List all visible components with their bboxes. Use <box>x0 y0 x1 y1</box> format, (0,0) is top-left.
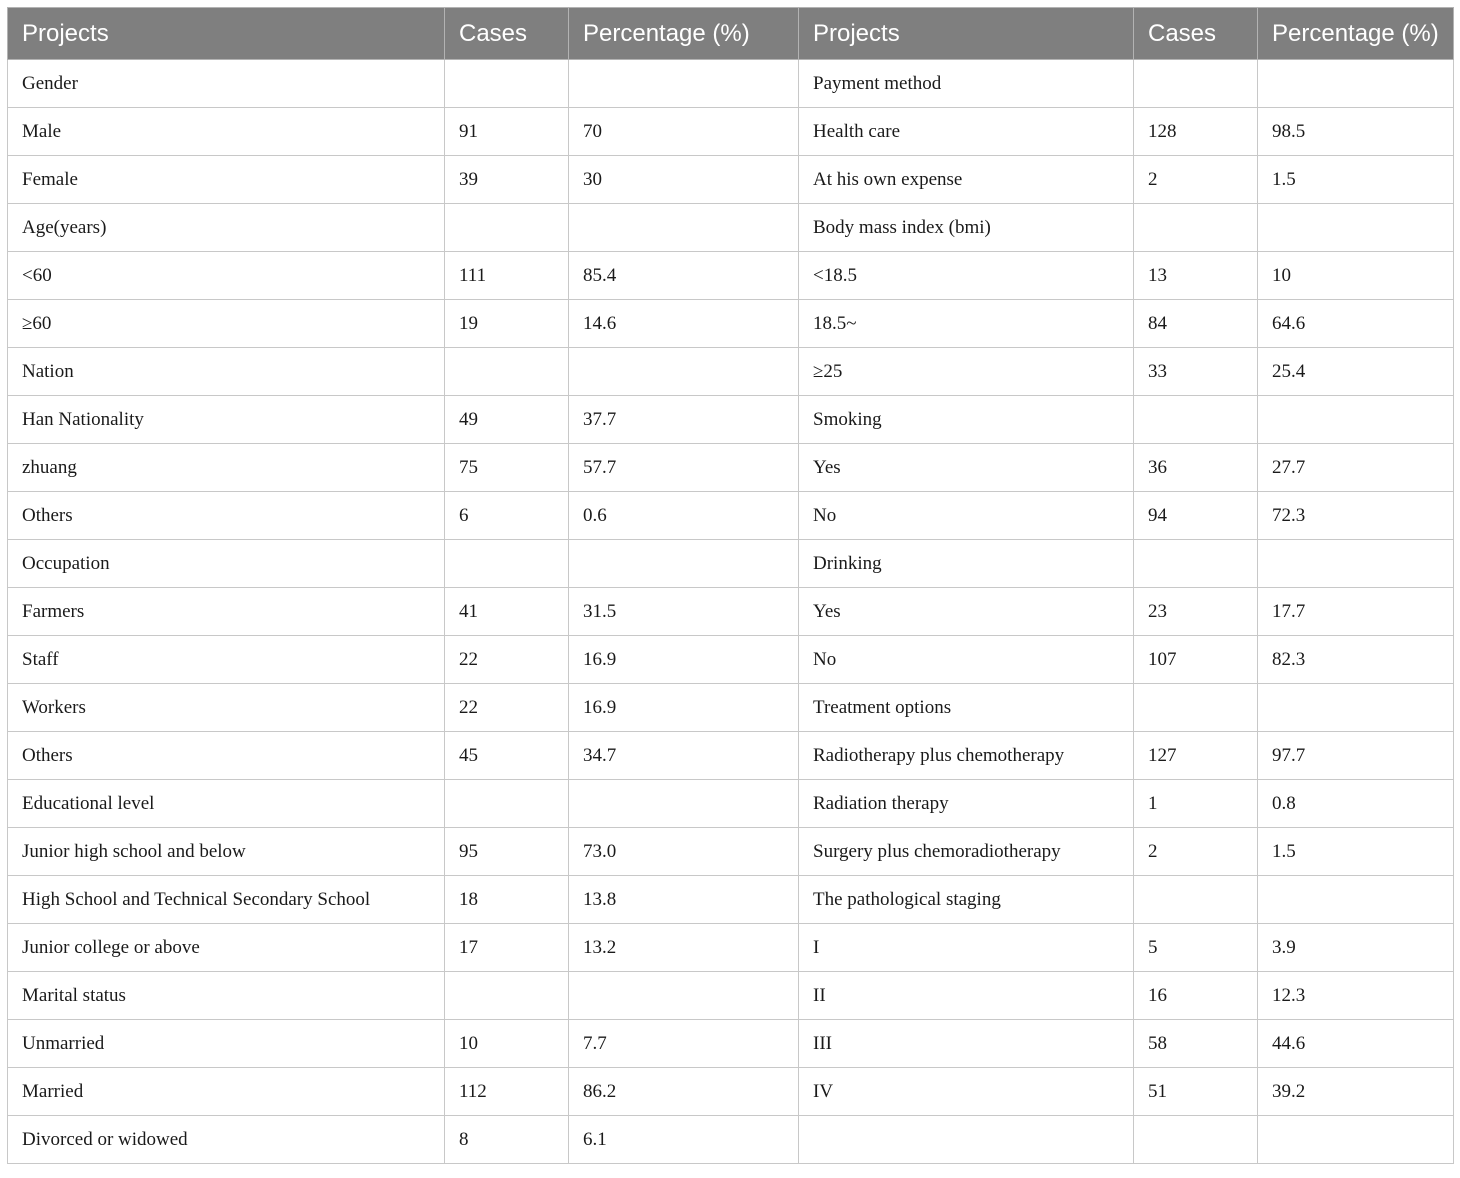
table-row <box>8 828 1454 876</box>
cell-cases-left: 95 <box>445 828 569 876</box>
cell-projects-right: Smoking <box>799 396 1134 444</box>
cell-cases-right: 16 <box>1134 972 1258 1020</box>
cell-cases-right: 107 <box>1134 636 1258 684</box>
cell-cases-right <box>1134 876 1258 924</box>
cell-percentage-left: 70 <box>569 108 799 156</box>
cell-projects-left: High School and Technical Secondary School <box>8 876 445 924</box>
table-row <box>8 924 1454 972</box>
cell-percentage-left: 16.9 <box>569 636 799 684</box>
table-row <box>8 396 1454 444</box>
table-row <box>8 156 1454 204</box>
cell-cases-left: 39 <box>445 156 569 204</box>
cell-cases-right: 1 <box>1134 780 1258 828</box>
table-row <box>8 684 1454 732</box>
table-row <box>8 540 1454 588</box>
cell-cases-left: 19 <box>445 300 569 348</box>
cell-projects-right: No <box>799 636 1134 684</box>
cell-projects-left: Divorced or widowed <box>8 1116 445 1164</box>
cell-cases-left <box>445 540 569 588</box>
cell-percentage-left: 73.0 <box>569 828 799 876</box>
cell-cases-right: 127 <box>1134 732 1258 780</box>
table-row <box>8 444 1454 492</box>
header-cases-right: Cases <box>1134 8 1258 60</box>
cell-percentage-right <box>1258 204 1454 252</box>
cell-percentage-left: 34.7 <box>569 732 799 780</box>
header-projects-right: Projects <box>799 8 1134 60</box>
cell-cases-right: 84 <box>1134 300 1258 348</box>
cell-percentage-right <box>1258 876 1454 924</box>
table-row <box>8 300 1454 348</box>
cell-percentage-right <box>1258 396 1454 444</box>
cell-percentage-right: 1.5 <box>1258 156 1454 204</box>
cell-percentage-right: 82.3 <box>1258 636 1454 684</box>
cell-projects-left: Farmers <box>8 588 445 636</box>
cell-percentage-right: 39.2 <box>1258 1068 1454 1116</box>
table-row <box>8 780 1454 828</box>
cell-percentage-left: 16.9 <box>569 684 799 732</box>
cell-percentage-left: 37.7 <box>569 396 799 444</box>
cell-projects-right: Radiotherapy plus chemotherapy <box>799 732 1134 780</box>
table-row <box>8 60 1454 108</box>
cell-projects-left: Workers <box>8 684 445 732</box>
cell-projects-left: Others <box>8 732 445 780</box>
cell-percentage-right: 64.6 <box>1258 300 1454 348</box>
cell-percentage-left: 57.7 <box>569 444 799 492</box>
cell-cases-right: 13 <box>1134 252 1258 300</box>
cell-projects-right: Yes <box>799 444 1134 492</box>
cell-projects-left: Junior college or above <box>8 924 445 972</box>
cell-cases-right: 2 <box>1134 156 1258 204</box>
cell-projects-left: Gender <box>8 60 445 108</box>
cell-percentage-left <box>569 60 799 108</box>
cell-percentage-right <box>1258 60 1454 108</box>
cell-cases-left: 8 <box>445 1116 569 1164</box>
cell-percentage-left: 7.7 <box>569 1020 799 1068</box>
cell-percentage-left: 85.4 <box>569 252 799 300</box>
header-projects-left: Projects <box>8 8 445 60</box>
cell-cases-left: 6 <box>445 492 569 540</box>
cell-projects-right: Payment method <box>799 60 1134 108</box>
table-row <box>8 1116 1454 1164</box>
cell-projects-right: No <box>799 492 1134 540</box>
cell-cases-right: 94 <box>1134 492 1258 540</box>
cell-cases-right: 5 <box>1134 924 1258 972</box>
cell-projects-right: At his own expense <box>799 156 1134 204</box>
cell-percentage-left: 0.6 <box>569 492 799 540</box>
table-row <box>8 588 1454 636</box>
cell-cases-right: 51 <box>1134 1068 1258 1116</box>
cell-projects-right: Treatment options <box>799 684 1134 732</box>
cell-cases-left: 112 <box>445 1068 569 1116</box>
table-row <box>8 204 1454 252</box>
cell-projects-right: <18.5 <box>799 252 1134 300</box>
cell-projects-left: Female <box>8 156 445 204</box>
cell-cases-right <box>1134 60 1258 108</box>
cell-projects-left: Married <box>8 1068 445 1116</box>
cell-projects-left: Educational level <box>8 780 445 828</box>
cell-cases-right <box>1134 396 1258 444</box>
cell-percentage-left: 14.6 <box>569 300 799 348</box>
cell-cases-left: 41 <box>445 588 569 636</box>
cell-cases-left <box>445 204 569 252</box>
cell-cases-left <box>445 348 569 396</box>
cell-cases-left: 45 <box>445 732 569 780</box>
cell-cases-left: 111 <box>445 252 569 300</box>
cell-percentage-right: 98.5 <box>1258 108 1454 156</box>
cell-percentage-right: 97.7 <box>1258 732 1454 780</box>
cell-percentage-right: 17.7 <box>1258 588 1454 636</box>
cell-cases-left: 91 <box>445 108 569 156</box>
cell-percentage-left: 6.1 <box>569 1116 799 1164</box>
table-row <box>8 636 1454 684</box>
cell-cases-left: 18 <box>445 876 569 924</box>
cell-percentage-right <box>1258 684 1454 732</box>
cell-cases-left: 49 <box>445 396 569 444</box>
cell-projects-right: Surgery plus chemoradiotherapy <box>799 828 1134 876</box>
table-row <box>8 876 1454 924</box>
table-row <box>8 348 1454 396</box>
cell-projects-right: I <box>799 924 1134 972</box>
cell-projects-right: IV <box>799 1068 1134 1116</box>
cell-cases-left <box>445 780 569 828</box>
header-row <box>8 8 1454 60</box>
cell-cases-right <box>1134 540 1258 588</box>
cell-projects-right: Yes <box>799 588 1134 636</box>
cell-percentage-left <box>569 780 799 828</box>
table-row <box>8 252 1454 300</box>
data-table <box>7 7 1454 1164</box>
cell-percentage-right <box>1258 540 1454 588</box>
cell-percentage-right <box>1258 1116 1454 1164</box>
cell-percentage-left <box>569 348 799 396</box>
cell-percentage-right: 3.9 <box>1258 924 1454 972</box>
header-percentage-right: Percentage (%) <box>1258 8 1454 60</box>
cell-projects-left: Others <box>8 492 445 540</box>
table-row <box>8 1068 1454 1116</box>
cell-percentage-left <box>569 540 799 588</box>
table-row <box>8 1020 1454 1068</box>
table-header <box>8 8 1454 60</box>
cell-percentage-left: 31.5 <box>569 588 799 636</box>
cell-percentage-right: 27.7 <box>1258 444 1454 492</box>
cell-projects-right: Radiation therapy <box>799 780 1134 828</box>
cell-projects-left: Han Nationality <box>8 396 445 444</box>
cell-cases-left <box>445 972 569 1020</box>
cell-percentage-left: 86.2 <box>569 1068 799 1116</box>
cell-percentage-right: 72.3 <box>1258 492 1454 540</box>
table-row <box>8 492 1454 540</box>
cell-percentage-left: 13.2 <box>569 924 799 972</box>
cell-projects-left: Nation <box>8 348 445 396</box>
cell-projects-right: III <box>799 1020 1134 1068</box>
cell-projects-right: 18.5~ <box>799 300 1134 348</box>
cell-projects-left: Junior high school and below <box>8 828 445 876</box>
cell-projects-left: Occupation <box>8 540 445 588</box>
table-row <box>8 732 1454 780</box>
header-percentage-left: Percentage (%) <box>569 8 799 60</box>
cell-projects-right: Body mass index (bmi) <box>799 204 1134 252</box>
cell-cases-right <box>1134 204 1258 252</box>
cell-percentage-right: 0.8 <box>1258 780 1454 828</box>
cell-percentage-left: 13.8 <box>569 876 799 924</box>
cell-cases-left: 22 <box>445 636 569 684</box>
cell-percentage-right: 1.5 <box>1258 828 1454 876</box>
cell-projects-right <box>799 1116 1134 1164</box>
table-body <box>8 60 1454 1164</box>
table-row <box>8 108 1454 156</box>
cell-cases-right <box>1134 1116 1258 1164</box>
cell-projects-left: Unmarried <box>8 1020 445 1068</box>
cell-projects-left: Male <box>8 108 445 156</box>
cell-projects-left: zhuang <box>8 444 445 492</box>
cell-cases-right: 128 <box>1134 108 1258 156</box>
cell-cases-left: 10 <box>445 1020 569 1068</box>
cell-projects-right: ≥25 <box>799 348 1134 396</box>
cell-cases-left <box>445 60 569 108</box>
cell-projects-left: <60 <box>8 252 445 300</box>
cell-cases-right: 33 <box>1134 348 1258 396</box>
header-cases-left: Cases <box>445 8 569 60</box>
cell-cases-right <box>1134 684 1258 732</box>
cell-percentage-right: 25.4 <box>1258 348 1454 396</box>
cell-cases-left: 22 <box>445 684 569 732</box>
cell-projects-right: Health care <box>799 108 1134 156</box>
cell-cases-left: 17 <box>445 924 569 972</box>
cell-percentage-left <box>569 204 799 252</box>
table-row <box>8 972 1454 1020</box>
cell-projects-left: Marital status <box>8 972 445 1020</box>
cell-percentage-right: 10 <box>1258 252 1454 300</box>
cell-projects-left: Age(years) <box>8 204 445 252</box>
cell-projects-left: Staff <box>8 636 445 684</box>
cell-cases-right: 2 <box>1134 828 1258 876</box>
cell-percentage-left: 30 <box>569 156 799 204</box>
cell-percentage-left <box>569 972 799 1020</box>
data-table-container <box>7 7 1453 1164</box>
cell-cases-right: 58 <box>1134 1020 1258 1068</box>
cell-projects-right: Drinking <box>799 540 1134 588</box>
cell-percentage-right: 44.6 <box>1258 1020 1454 1068</box>
cell-cases-right: 36 <box>1134 444 1258 492</box>
cell-projects-right: II <box>799 972 1134 1020</box>
cell-percentage-right: 12.3 <box>1258 972 1454 1020</box>
cell-projects-left: ≥60 <box>8 300 445 348</box>
cell-projects-right: The pathological staging <box>799 876 1134 924</box>
cell-cases-right: 23 <box>1134 588 1258 636</box>
cell-cases-left: 75 <box>445 444 569 492</box>
